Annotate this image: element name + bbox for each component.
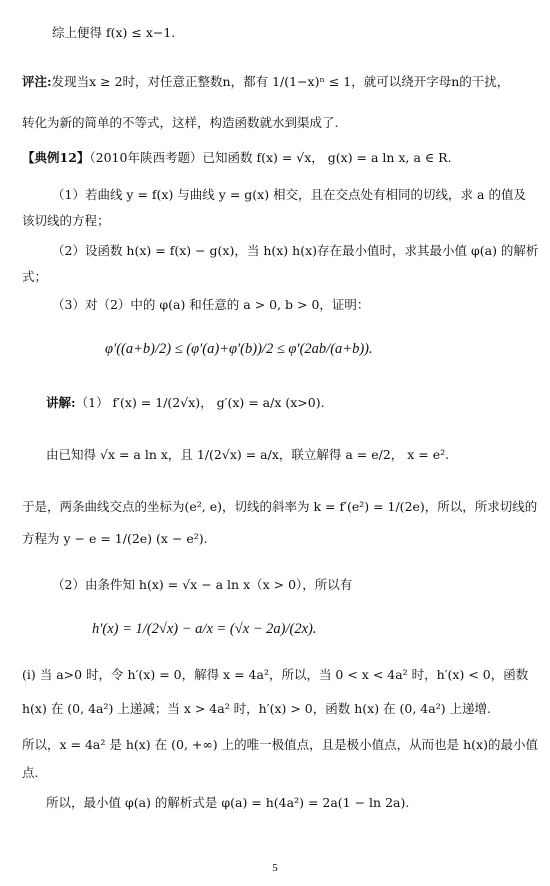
text-line-8: 式； (22, 269, 48, 284)
text-line-21: 所以，最小值 φ(a) 的解析式是 φ(a) = h(4a²) = 2a(1 − ln 2a). (46, 795, 410, 810)
text-line-1: 综上便得 f(x) ≤ x−1. (52, 25, 176, 40)
formula-line-16: h′(x) = 1/(2√x) − a/x = (√x − 2a)/(2x). (92, 621, 317, 637)
text-line-20: 点. (22, 765, 39, 780)
text-line-18: h(x) 在 (0, 4a²) 上递减；当 x > 4a² 时，h′(x) > 0，函数 h(x) 在 (0, 4a²) 上递增. (22, 701, 492, 716)
text-line-15: （2）由条件知 h(x) = √x − a ln x（x > 0），所以有 (52, 577, 353, 592)
text-line-14: 方程为 y − e = 1/(2e) (x − e²). (22, 531, 208, 546)
text-line-9: （3）对（2）中的 φ(a) 和任意的 a > 0, b > 0，证明： (52, 297, 370, 312)
text-line-17: (i) 当 a>0 时，令 h′(x) = 0，解得 x = 4a²，所以，当 0 < x < 4a² 时，h′(x) < 0，函数 (22, 667, 529, 682)
text-line-4: 【典例12】（2010年陕西考题）已知函数 f(x) = √x， g(x) = a ln x, a ∈ R. (22, 150, 452, 165)
text-line-11: 讲解:（1） f′(x) = 1/(2√x)， g′(x) = a/x (x>0). (46, 395, 325, 410)
text-line-5: （1）若曲线 y = f(x) 与曲线 y = g(x) 相交，且在交点处有相同的切线，求 a 的值及 (52, 187, 526, 202)
text-line-2: 评注:发现当x ≥ 2时，对任意正整数n，都有 1/(1−x)ⁿ ≤ 1，就可以绕开字母n的干扰， (22, 74, 510, 89)
text-line-3: 转化为新的简单的不等式，这样，构造函数就水到渠成了. (22, 115, 339, 130)
text-line-19: 所以，x = 4a² 是 h(x) 在 (0, +∞) 上的唯一极值点，且是极小值点，从而也是 h(x)的最小值 (22, 737, 538, 752)
text-line-7: （2）设函数 h(x) = f(x) − g(x)，当 h(x) h(x)存在最小值时，求其最小值 φ(a) 的解析 (52, 243, 539, 258)
formula-line-10: φ′((a+b)/2) ≤ (φ′(a)+φ′(b))/2 ≤ φ′(2ab/(a+b)). (105, 341, 373, 357)
page-number: 5 (272, 862, 278, 874)
text-line-6: 该切线的方程； (22, 213, 110, 228)
text-line-12: 由已知得 √x = a ln x，且 1/(2√x) = a/x，联立解得 a = e/2， x = e². (46, 447, 450, 462)
text-line-13: 于是，两条曲线交点的坐标为(e², e)，切线的斜率为 k = f′(e²) = 1/(2e)，所以，所求切线的 (22, 499, 538, 514)
